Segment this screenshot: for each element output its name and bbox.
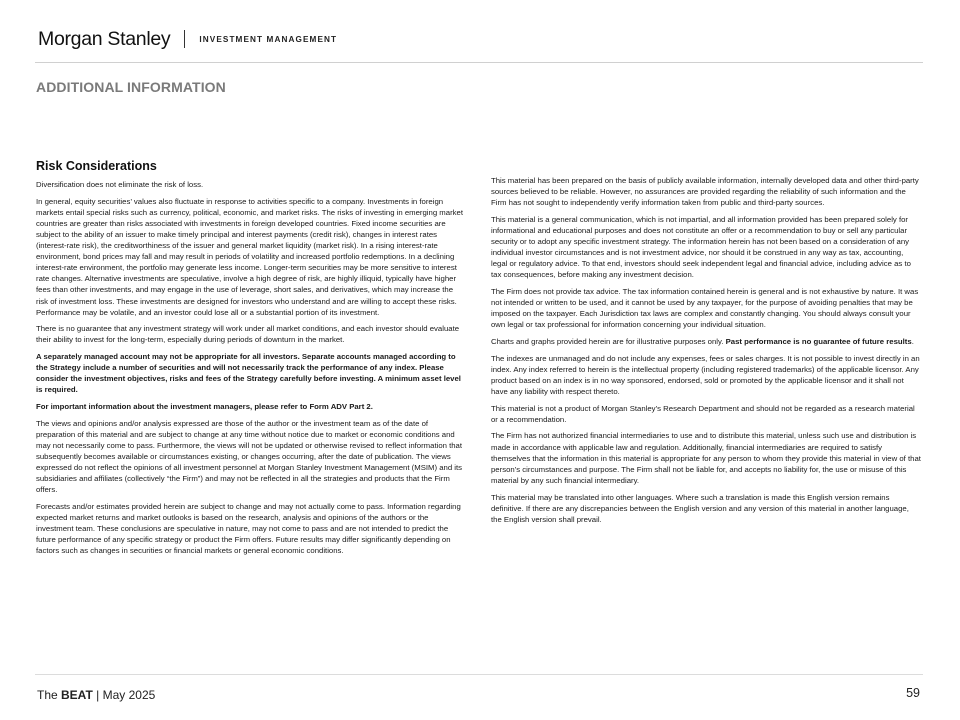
paragraph: This material is not a product of Morgan Stanley’s Research Department and should not be regarded as a research material or a recommendation. [491, 403, 915, 424]
paragraph: This material is a general communication, which is not impartial, and all information provided has been prepared solely for informational and educational purposes and does not constitute an offer or a recommendation to buy or sell any particular security or to adopt any specific investment strategy. The information herein has not been based on a consideration of any individual investor circumstances and is not investment advice, nor should it be construed in any way as tax, accounting, legal or regulatory advice. To that end, investors should seek independent legal and financial advice, including advice as to tax consequences, before making any investment decision. [491, 214, 911, 280]
sma-disclosure: A separately managed account may not be appropriate for all investors. Separate accounts managed according to the Strategy include a number of securities and will not necessarily track the performance of any index. Please consider the investment objectives, risks and fees of the Strategy carefully before investing. A minimum asset level is required. [36, 352, 461, 395]
form-adv-note: For important information about the investment managers, please refer to Form ADV Part 2. [36, 402, 373, 412]
paragraph: This material may be translated into other languages. Where such a translation is made this English version remains definitive. If there are any discrepancies between the English version and any version of this material in another language, the English version shall prevail. [491, 492, 909, 524]
header [38, 26, 337, 52]
publication-date: May 2025 [102, 688, 156, 702]
header-divider [184, 30, 185, 48]
footer-rule [35, 674, 923, 675]
footer-prefix: The [37, 688, 62, 702]
paragraph: In general, equity securities’ values also fluctuate in response to activities specific to a company. Investments in foreign markets entail special risks such as currency, political, economic, and market risks. The risks of investing in emerging market countries are greater than risks associated with investments in foreign developed countries. Fixed income securities are subject to the ability of an issuer to make timely principal and interest payments (credit risk), changes in interest rates (interest-rate risk), the creditworthiness of the issuer and general market liquidity (market risk). In a rising interest-rate environment, bond prices may fall and may result in periods of volatility and increased portfolio redemptions. In a declining interest-rate environment, the portfolio may generate less income. Longer-term securities may be more sensitive to interest rate changes. Alternative investments are speculative, involve a high degree of risk, are highly illiquid, typically have higher fees than other investments, and may engage in the use of leverage, short sales, and derivatives, which may increase the risk of investment loss. These investments are designed for investors who understand and are willing to accept these risks. Performance may be volatile, and an investor could lose all or a substantial portion of its investment. [36, 196, 463, 317]
footer-separator: | [92, 688, 103, 702]
past-performance-warning: Past performance is no guarantee of future results [725, 337, 912, 346]
paragraph: Diversification does not eliminate the risk of loss. [36, 180, 204, 189]
page-number: 59 [906, 686, 920, 700]
paragraph: The views and opinions and/or analysis expressed are those of the author or the investment team as of the date of preparation of this material and are subject to change at any time without notice due to market or economic conditions and may not necessarily come to pass. Furthermore, the views will not be updated or otherwise revised to reflect information that subsequently becomes available or circumstances existing, or changes occurring, after the date of publication. The views expressed do not reflect the opinions of all investment personnel at Morgan Stanley Investment Management (MSIM) and its subsidiaries and affiliates (collectively “the Firm”) and may not be reflected in all the strategies and products that the Firm offers. [36, 418, 463, 495]
paragraph: The indexes are unmanaged and do not include any expenses, fees or sales charges. It is not possible to invest directly in an index. Any index referred to herein is the intellectual property (including registered trademarks) of the applicable licensor. Any product based on an index is in no way sponsored, endorsed, sold or promoted by the applicable licensor and it shall not have any liability with respect thereto. [491, 353, 920, 396]
division-label: INVESTMENT MANAGEMENT [199, 34, 338, 44]
left-column [36, 158, 466, 562]
paragraph: This material has been prepared on the basis of publicly available information, internally developed data and other third-party sources believed to be reliable. However, no assurances are provided regarding the reliability of such information and the Firm has not sought to independently verify information taken from public and third-party sources. [491, 176, 919, 208]
paragraph: Forecasts and/or estimates provided herein are subject to change and may not actually come to pass. Information regarding expected market returns and market outlooks is based on the research, analysis and opinions of the authors or the investment team. These conclusions are speculative in nature, may not come to pass and are not intended to predict the future performance of any specific strategy or product the Firm offers. Future results may differ significantly depending on factors such as changes in securities or financial markets or general economic conditions. [36, 502, 461, 556]
paragraph: There is no guarantee that any investment strategy will work under all market conditions, and each investor should evaluate their ability to invest for the long-term, especially during periods of downturn in the market. [36, 324, 460, 345]
right-column [491, 175, 921, 530]
header-rule [35, 62, 923, 63]
charts-note-text: Charts and graphs provided herein are for illustrative purposes only. [491, 337, 726, 346]
charts-note-suffix: . [911, 337, 914, 346]
section-title: ADDITIONAL INFORMATION [36, 79, 226, 95]
charts-note [491, 336, 921, 347]
risk-considerations-heading: Risk Considerations [36, 159, 157, 173]
paragraph: The Firm has not authorized financial intermediaries to use and to distribute this material, unless such use and distribution is made in accordance with applicable law and regulation. Additionally, financial intermediaries are required to satisfy themselves that the information in this material is appropriate for any person to whom they provide this material in view of that person’s circumstances and purpose. The Firm shall not be liable for, and accepts no liability for, the use or misuse of this material by any such financial intermediary. [491, 431, 921, 485]
brand-logo: Morgan Stanley [38, 27, 171, 50]
paragraph: The Firm does not provide tax advice. The tax information contained herein is general and is not exhaustive by nature. It was not intended or written to be used, and it cannot be used by any taxpayer, for the purpose of avoiding penalties that may be imposed on the taxpayer. Each Jurisdiction tax laws are complex and constantly changing. You should always consult your own legal or tax professional for information concerning your individual situation. [491, 287, 919, 330]
footer-publication [37, 688, 155, 702]
publication-name: BEAT [61, 688, 93, 702]
